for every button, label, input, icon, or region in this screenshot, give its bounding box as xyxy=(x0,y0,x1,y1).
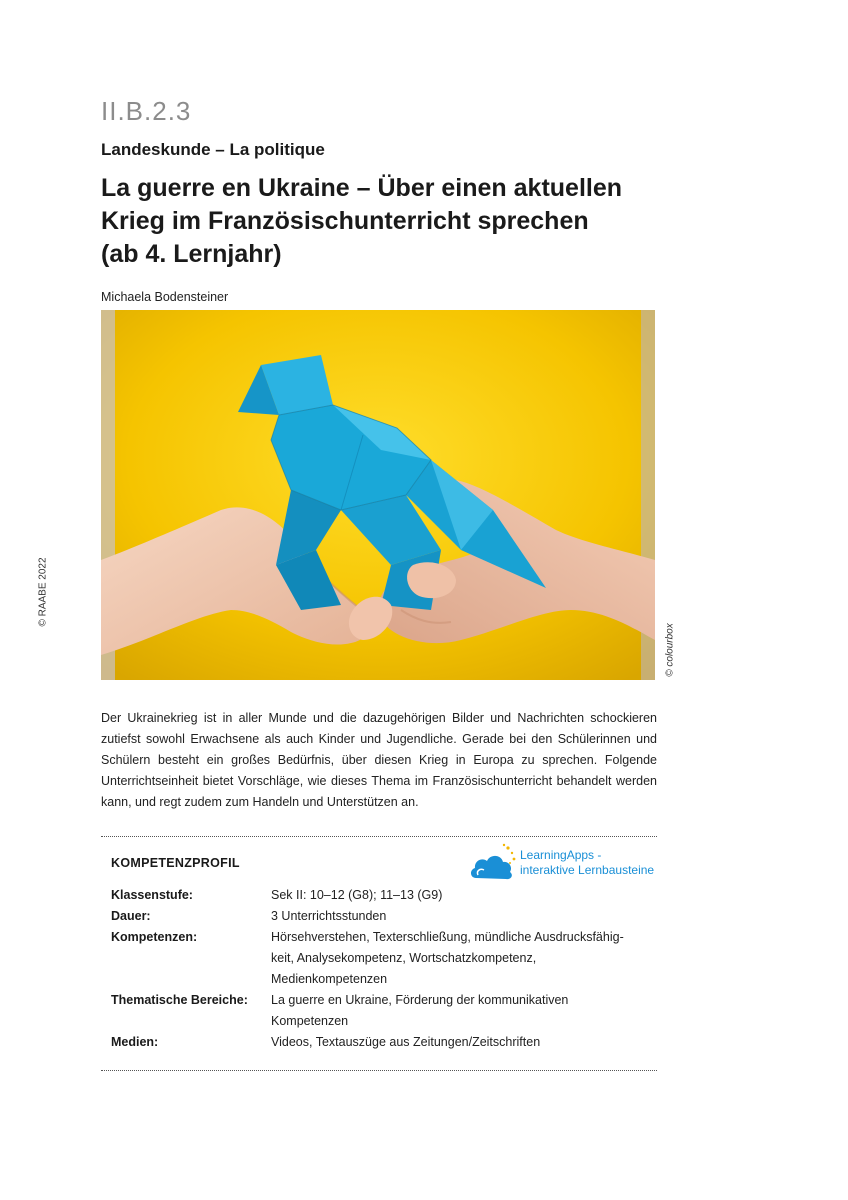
cloud-icon xyxy=(468,842,516,884)
side-copyright: © RAABE 2022 xyxy=(37,557,49,627)
author: Michaela Bodensteiner xyxy=(101,290,229,304)
value-line: Kompetenzen xyxy=(271,1014,349,1028)
value-line: keit, Analysekompetenz, Wortschatzkompetenz, xyxy=(271,951,537,965)
value-line: Hörsehverstehen, Texterschließung, mündliche Ausdrucksfähig- xyxy=(271,930,624,944)
profile-row xyxy=(111,906,651,927)
logo-line-2: interaktive Lernbausteine xyxy=(520,863,655,877)
value-line: 3 Unterrichtsstunden xyxy=(271,909,387,923)
intro-paragraph: Der Ukrainekrieg ist in aller Munde und die dazugehörigen Bilder und Nachrichten schockieren zutiefst sowohl Erwachsene als auch Kinder und Jugendliche. Gerade bei den Schülerinnen und Schülern besteht ein großes Bedürfnis, über diesen Krieg in Europa zu sprechen. Folgende Unterrichtseinheit bietet Vorschläge, wie dieses Thema im Französischunterricht behandelt werden kann, und regt zudem zum Handeln und Unterstützen an. xyxy=(101,711,657,809)
row-value xyxy=(271,906,641,927)
page-title xyxy=(101,172,681,271)
logo-line-1: LearningApps - xyxy=(520,848,602,862)
title-line: La guerre en Ukraine – Über einen aktuellen xyxy=(101,174,623,202)
divider-top xyxy=(101,836,657,837)
section-code: II.B.2.3 xyxy=(101,96,192,126)
title-line: (ab 4. Lernjahr) xyxy=(101,240,282,268)
learningapps-logo xyxy=(468,842,658,884)
value-line: La guerre en Ukraine, Förderung der kommunikativen xyxy=(271,993,569,1007)
title-line: Krieg im Französischunterricht sprechen xyxy=(101,207,589,235)
value-line: Sek II: 10–12 (G8); 11–13 (G9) xyxy=(271,888,443,902)
row-label: Thematische Bereiche: xyxy=(111,993,248,1007)
row-value xyxy=(271,927,641,990)
row-value xyxy=(271,885,641,906)
row-label: Kompetenzen: xyxy=(111,930,198,944)
profile-title: KOMPETENZPROFIL xyxy=(111,856,240,870)
profile-row xyxy=(111,990,651,1032)
profile-row xyxy=(111,885,651,906)
profile-row xyxy=(111,927,651,990)
photo-credit: © colourbox xyxy=(664,623,676,677)
cover-photo xyxy=(101,310,655,680)
row-value xyxy=(271,990,641,1032)
divider-bottom xyxy=(101,1070,657,1071)
profile-table xyxy=(111,885,651,1053)
value-line: Medienkompetenzen xyxy=(271,972,388,986)
profile-row xyxy=(111,1032,651,1053)
subject-line: Landeskunde – La politique xyxy=(101,140,325,159)
row-label: Medien: xyxy=(111,1035,159,1049)
row-label: Klassenstufe: xyxy=(111,888,193,902)
value-line: Videos, Textauszüge aus Zeitungen/Zeitschriften xyxy=(271,1035,541,1049)
row-value xyxy=(271,1032,641,1053)
row-label: Dauer: xyxy=(111,909,151,923)
